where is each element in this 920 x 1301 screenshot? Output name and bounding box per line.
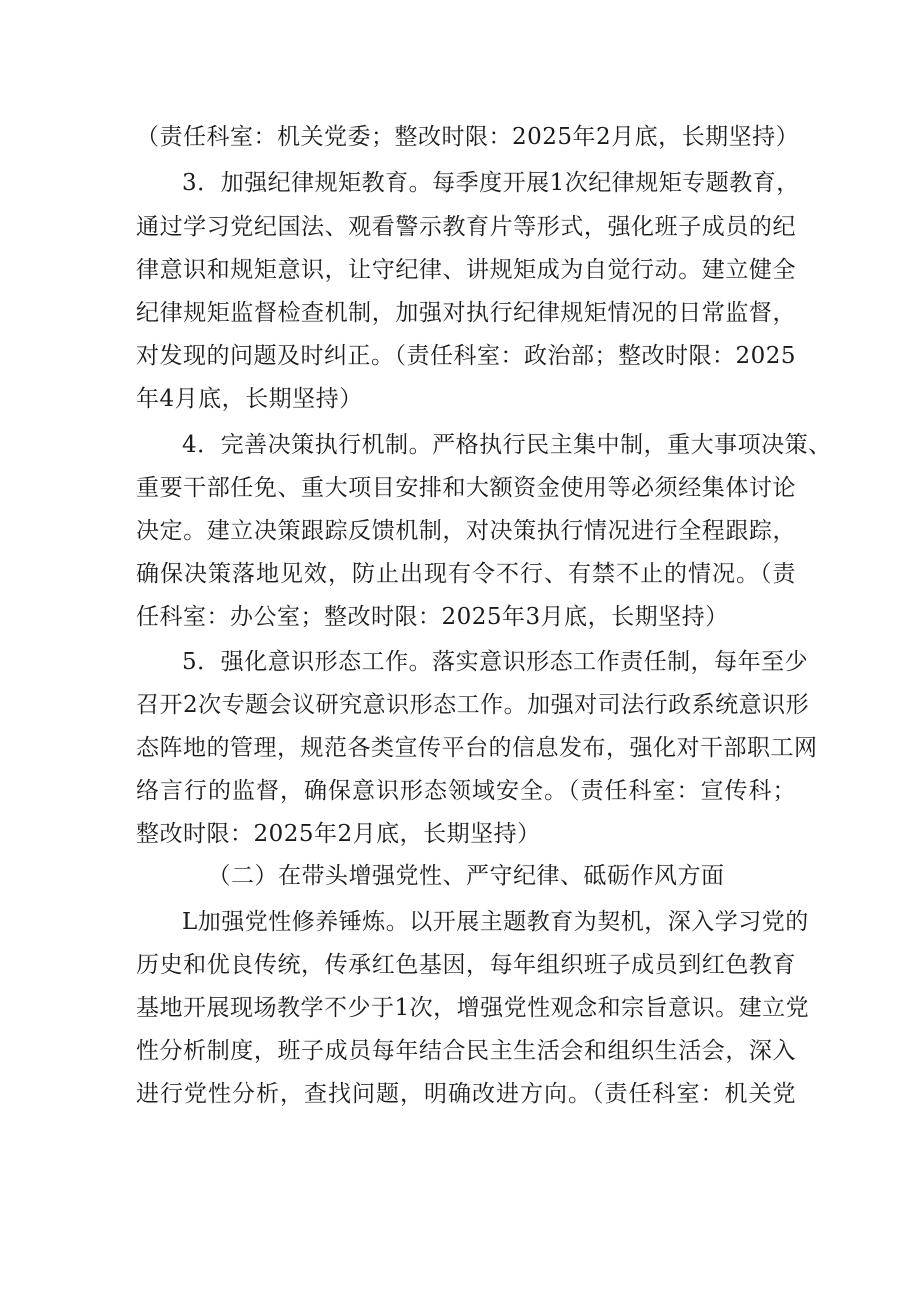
paragraph-line: 络言行的监督，确保意识形态领域安全。（责任科室：宣传科；	[136, 778, 796, 804]
paragraph-line: 态阵地的管理，规范各类宣传平台的信息发布，强化对干部职工网	[136, 735, 818, 761]
item-5-heading-line: 5．强化意识形态工作。落实意识形态工作责任制，每年至少	[182, 649, 809, 675]
paragraph-line: 性分析制度，班子成员每年结合民主生活会和组织生活会，深入	[136, 1038, 796, 1064]
paragraph-line: 进行党性分析，查找问题，明确改进方向。（责任科室：机关党	[136, 1081, 796, 1107]
paragraph-line: 对发现的问题及时纠正。（责任科室：政治部；整改时限：2025	[136, 343, 797, 369]
paragraph-line: 通过学习党纪国法、观看警示教育片等形式，强化班子成员的纪	[136, 214, 796, 240]
responsibility-note-1: （责任科室：机关党委；整改时限：2025年2月底，长期坚持）	[136, 124, 800, 150]
paragraph-line: 任科室：办公室；整改时限：2025年3月底，长期坚持）	[136, 604, 729, 630]
paragraph-line: 年4月底，长期坚持）	[136, 386, 363, 412]
section-heading: （二）在带头增强党性、严守纪律、砥砺作风方面	[207, 863, 725, 889]
paragraph-line: 纪律规矩监督检查机制，加强对执行纪律规矩情况的日常监督，	[136, 300, 796, 326]
paragraph-line: 律意识和规矩意识，让守纪律、讲规矩成为自觉行动。建立健全	[136, 257, 796, 283]
paragraph-line: 召开2次专题会议研究意识形态工作。加强对司法行政系统意识形	[136, 692, 810, 718]
item-4-heading-line: 4．完善决策执行机制。严格执行民主集中制，重大事项决策、	[182, 432, 832, 458]
item-3-heading-line: 3．加强纪律规矩教育。每季度开展1次纪律规矩专题教育，	[182, 170, 800, 196]
paragraph-line: 确保决策落地见效，防止出现有令不行、有禁不止的情况。（责	[136, 561, 796, 587]
item-1-heading-line: L加强党性修养锤炼。以开展主题教育为契机，深入学习党的	[182, 909, 809, 935]
paragraph-line: 历史和优良传统，传承红色基因，每年组织班子成员到红色教育	[136, 952, 796, 978]
paragraph-line: 决定。建立决策跟踪反馈机制，对决策执行情况进行全程跟踪，	[136, 518, 796, 544]
paragraph-line: 整改时限：2025年2月底，长期坚持）	[136, 821, 541, 847]
paragraph-line: 基地开展现场教学不少于1次，增强党性观念和宗旨意识。建立党	[136, 995, 810, 1021]
paragraph-line: 重要干部任免、重大项目安排和大额资金使用等必须经集体讨论	[136, 475, 796, 501]
